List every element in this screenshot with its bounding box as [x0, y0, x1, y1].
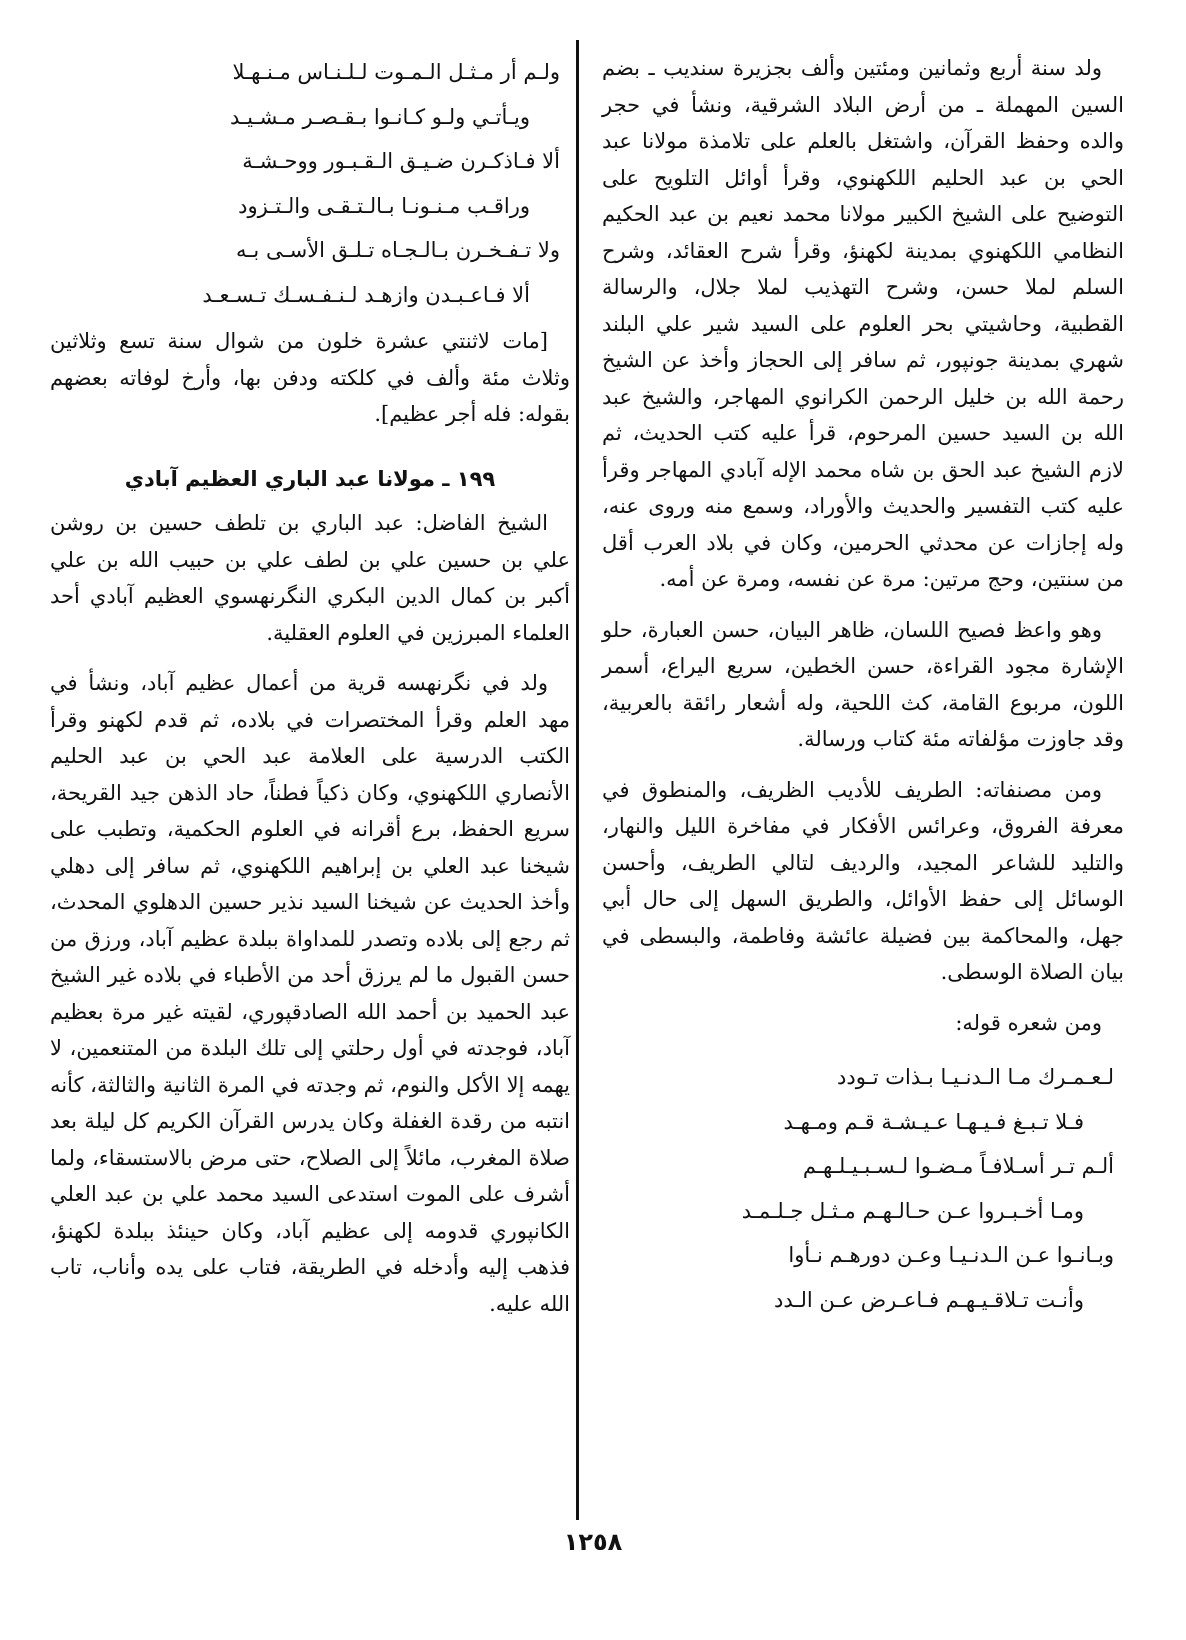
- entry-heading: ١٩٩ ـ مولانا عبد الباري العظيم آبادي: [124, 466, 496, 491]
- verse-line: ألـم تـر أسـلافـاً مـضـوا لـسـبـيـلـهـم: [802, 1154, 1114, 1178]
- verse-line: ألا فـاعـبـدن وازهـد لـنـفـسـك تـسـعـد: [202, 282, 530, 307]
- verse-line: وأنـت تـلاقـيـهـم فـاعـرض عـن الـدد: [774, 1287, 1084, 1312]
- verse-line: فـلا تـبـغ فـيـهـا عـيـشـة قـم ومـهـد: [783, 1109, 1084, 1134]
- poem-verses-continued: [50, 50, 570, 317]
- paragraph-lineage: الشيخ الفاضل: عبد الباري بن تلطف حسين بن روشن علي بن حسين علي بن لطف علي بن حبيب الله بن علي أكبر بن كمال الدين البكري النگرنهسوي العظيم آبادي أحد العلماء المبرزين في العلوم العقلية.: [50, 511, 570, 645]
- paragraph-poetry-intro: ومن شعره قوله:: [955, 1010, 1102, 1035]
- paragraph-birth: ولد سنة أربع وثمانين ومئتين وألف بجزيرة سنديب ـ بضم السين المهملة ـ من أرض البلاد الشرقية، ونشأ في حجر والده وحفظ القرآن، واشتغل بالعلم على تلامذة مولانا عبد الحي بن عبد الحليم اللكهنوي، وقرأ أوائل التلويح على التوضيح على الشيخ الكبير مولانا محمد نعيم بن عبد الحكيم النظامي اللكهنوي بمدينة لكهنؤ، وقرأ شرح العقائد، وشرح السلم لملا حسن، وشرح التهذيب لملا جلال، والرسالة القطبية، وحاشيتي بحر العلوم على السيد شير علي البلند شهري بمدينة جونپور، ثم سافر إلى الحجاز وأخذ عن الشيخ رحمة الله بن خليل الرحمن الكرانوي المهاجر، والشيخ عبد الله بن السيد حسين المرحوم، قرأ عليه كتب الحديث، ثم لازم الشيخ عبد الحق بن شاه محمد الإله آبادي المهاجر وقرأ عليه كتب التفسير والحديث والأوراد، وسمع منه وروى عنه، وله إجازات عن محدثي الحرمين، وكان في بلاد العرب أقل من سنتين، وحج مرتين: مرة عن نفسه، ومرة عن أمه.: [602, 56, 1124, 591]
- verse-line: ألا فـاذكـرن ضـيـق الـقـبـور ووحـشـة: [242, 149, 560, 173]
- verse-line: لـعـمـرك مـا الـدنـيـا بـذات تـودد: [837, 1065, 1114, 1089]
- verse-line: وبـانـوا عـن الـدنـيـا وعـن دورهـم نـأوا: [788, 1243, 1114, 1267]
- right-column: [602, 50, 1124, 1322]
- verse-line: ومـا أخـبـروا عـن حـالـهـم مـثـل جـلـمـد: [741, 1198, 1084, 1223]
- paragraph-description: وهو واعظ فصيح اللسان، ظاهر البيان، حسن العبارة، حلو الإشارة مجود القراءة، حسن الخطين، سريع اليراع، أسمر اللون، مربوع القامة، كث اللحية، وله أشعار رائقة بالعربية، وقد جاوزت مؤلفاته مئة كتاب ورسالة.: [602, 617, 1124, 751]
- verse-line: ويـأتـي ولـو كـانـوا بـقـصـر مـشـيـد: [229, 104, 530, 129]
- death-note: [مات لاثنتي عشرة خلون من شوال سنة تسع وثلاثين وثلاث مئة وألف في كلكته ودفن بها، وأرخ لوفاته بعضهم بقوله: فله أجر عظيم].: [50, 329, 570, 426]
- page-number: ١٢٥٨: [563, 1528, 623, 1556]
- column-divider: [576, 40, 579, 1520]
- verse-line: ولـم أر مـثـل الـمـوت لـلـنـاس مـنـهـلا: [232, 60, 560, 84]
- poem-verses: [602, 1055, 1124, 1322]
- paragraph-works: ومن مصنفاته: الطريف للأديب الظريف، والمنطوق في معرفة الفروق، وعرائس الأفكار في مفاخرة الليل والنهار، والتليد للشاعر المجيد، والرديف لتالي الطريف، وأحسن الوسائل إلى حفظ الأوائل، والطريق السهل إلى حال أبي جهل، والمحاكمة بين فضيلة عائشة وفاطمة، والبسطى في بيان الصلاة الوسطى.: [602, 777, 1124, 984]
- left-column: [50, 50, 570, 1336]
- verse-line: وراقـب مـنـونـا بـالـتـقـى والـتـزود: [238, 193, 530, 218]
- verse-line: ولا تـفـخـرن بـالـجـاه تـلـق الأسـى بـه: [236, 238, 560, 262]
- paragraph-biography: ولد في نگرنهسه قرية من أعمال عظيم آباد، ونشأ في مهد العلم وقرأ المختصرات في بلاده، ثم قدم لكهنو وقرأ الكتب الدرسية على العلامة عبد الحي بن عبد الحليم الأنصاري اللكهنوي، وكان ذكياً فطناً، حاد الذهن جيد القريحة، سريع الحفظ، برع أقرانه في العلوم الحكمية، وتطبب على شيخنا عبد العلي بن إبراهيم اللكهنوي، ثم سافر إلى دهلي وأخذ الحديث عن شيخنا السيد نذير حسين الدهلوي المحدث، ثم رجع إلى بلاده وتصدر للمداواة ببلدة عظيم آباد، ورزق من حسن القبول ما لم يرزق أحد من الأطباء في بلاده غير الشيخ عبد الحميد بن أحمد الله الصادقپوري، لقيته غير مرة بعظيم آباد، فوجدته في أول رحلتي إلى تلك البلدة من المتنعمين، لا يهمه إلا الأكل والنوم، ثم وجدته في المرة الثانية والثالثة، كأنه انتبه من رقدة الغفلة وكان يدرس القرآن الكريم كل ليلة بعد صلاة المغرب، مائلاً إلى الصلاح، حتى مرض بالاستسقاء، ولما أشرف على الموت استدعى السيد محمد علي بن عبد العلي الكانپوري قدومه إلى عظيم آباد، وكان حينئذ ببلدة لكهنؤ، فذهب إليه وأدخله في الطريقة، فتاب على يده وأناب، تاب الله عليه.: [50, 671, 571, 1316]
